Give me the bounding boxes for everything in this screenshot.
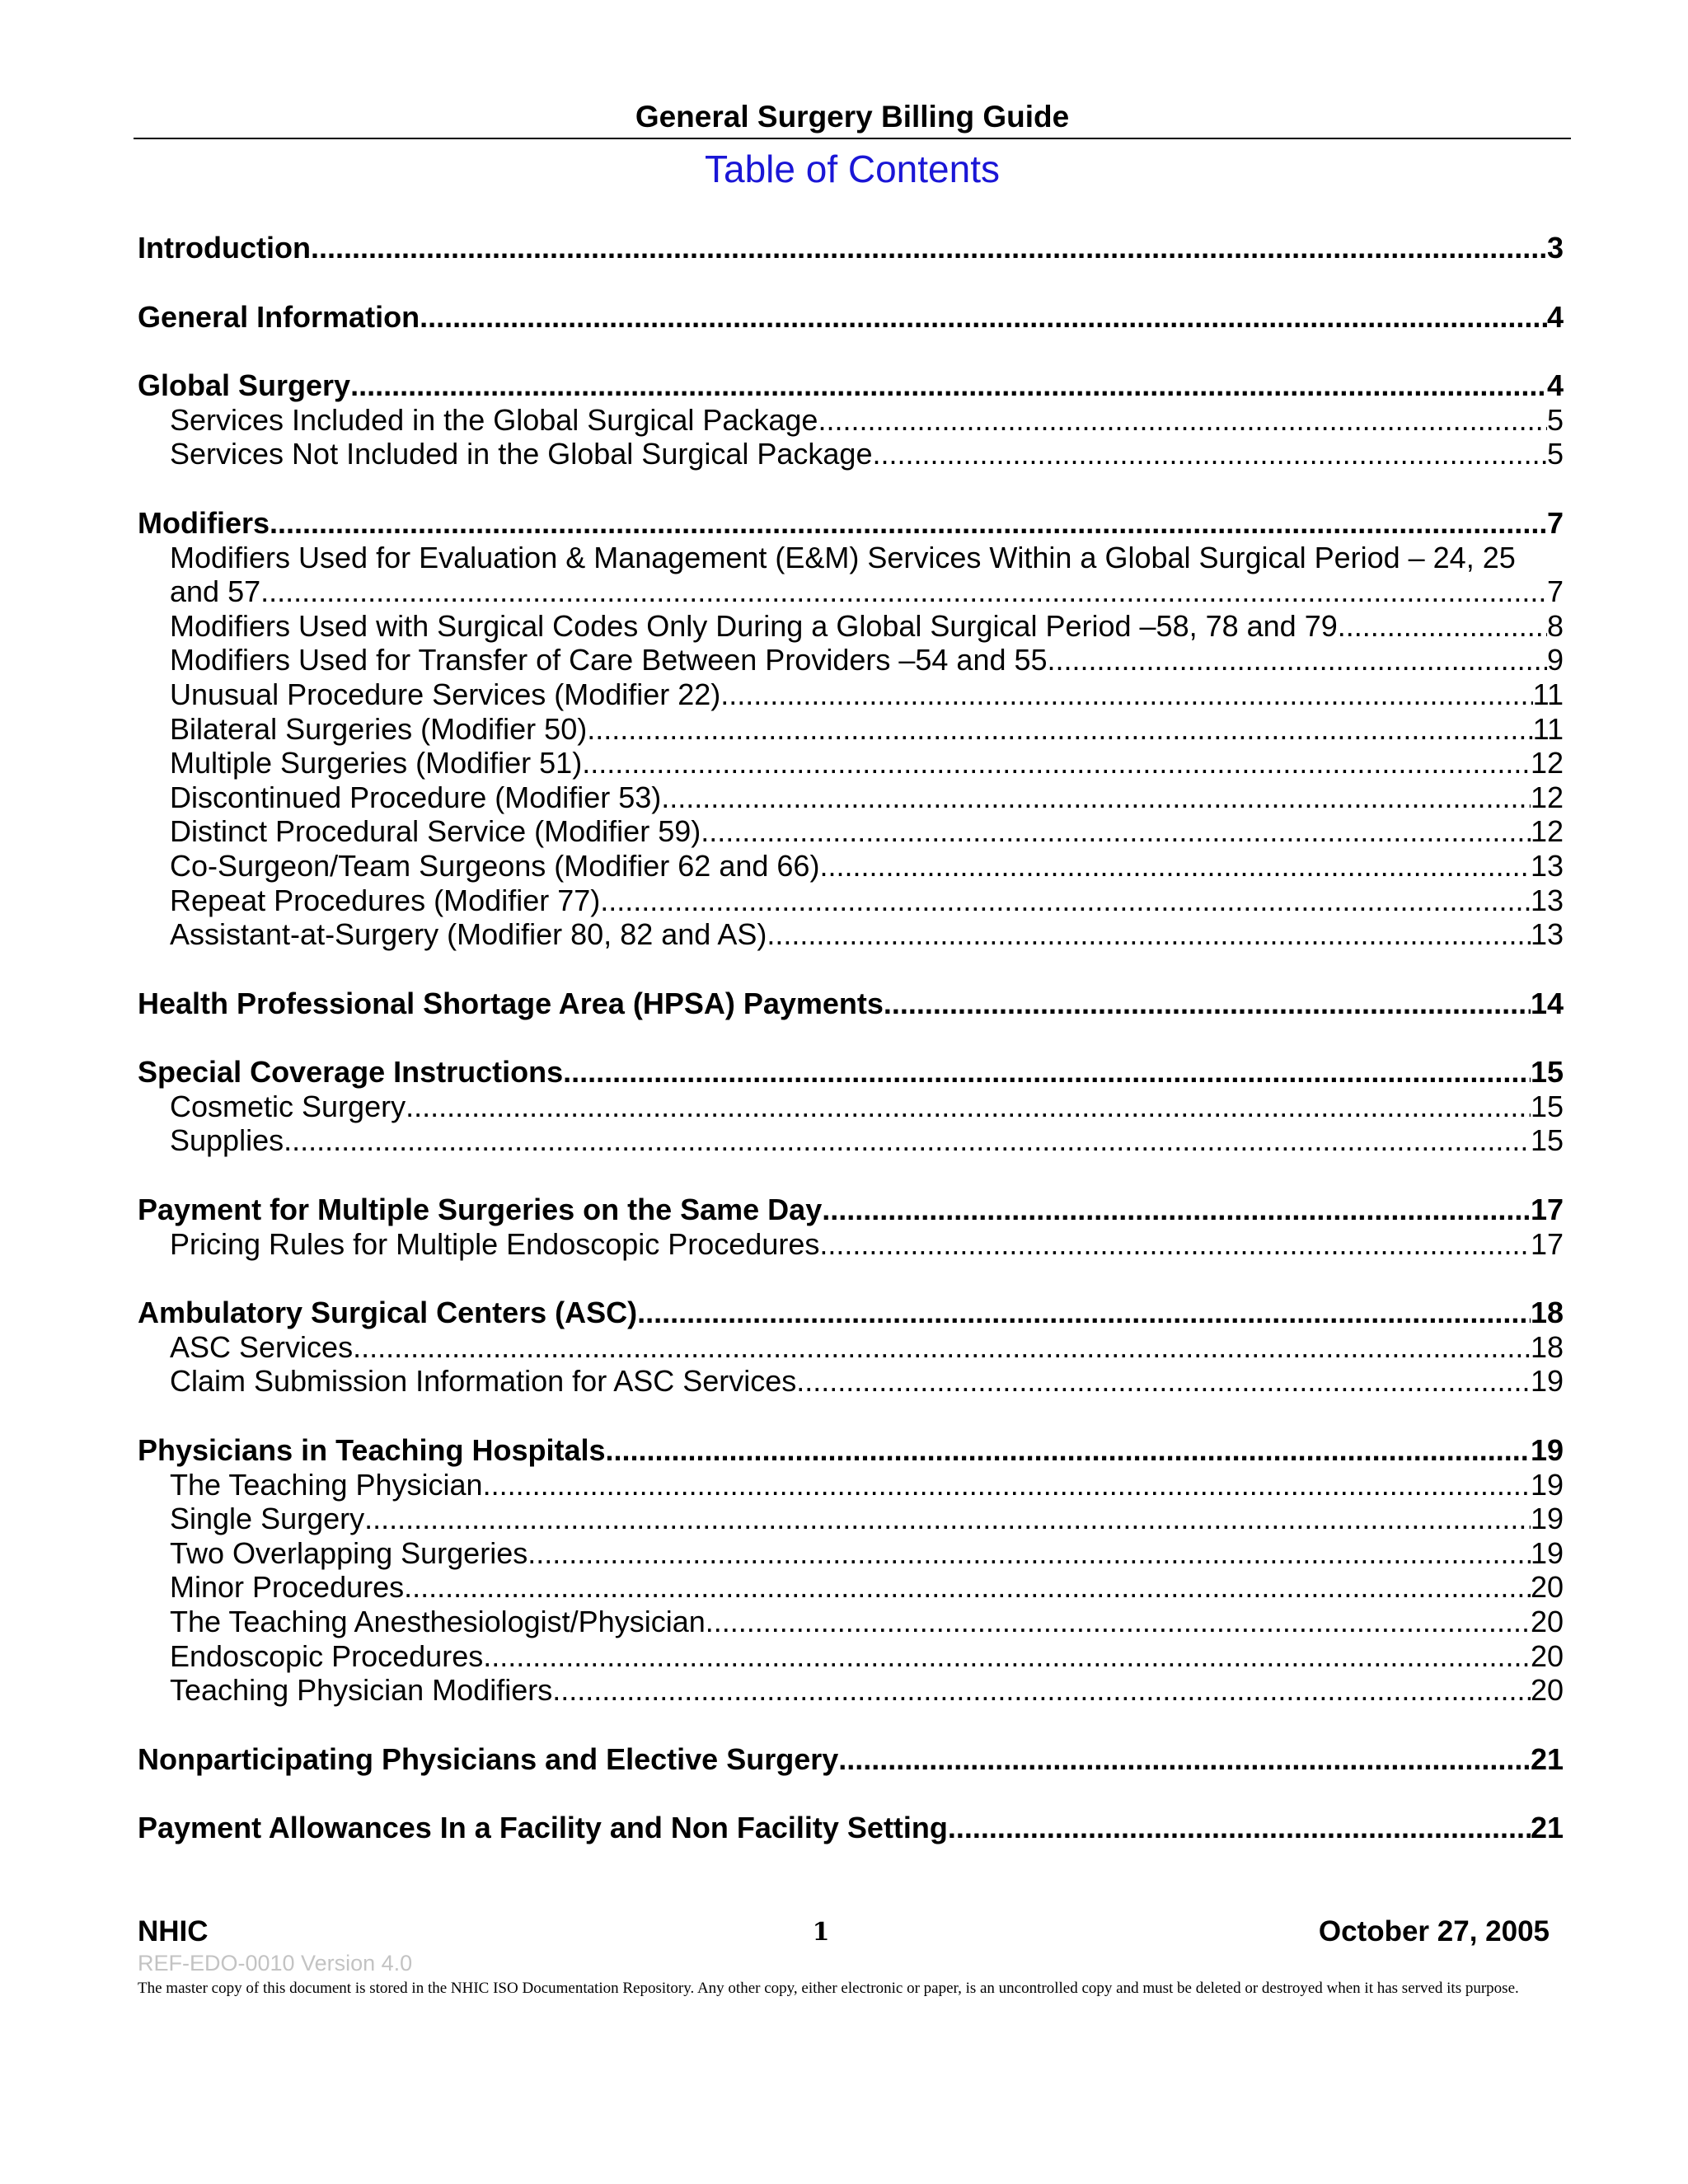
toc-section (138, 1742, 1564, 1777)
toc-entry-page: 17 (1530, 1226, 1564, 1261)
toc-section-entry[interactable] (138, 1742, 1564, 1777)
toc-subsection-entry[interactable] (138, 1227, 1564, 1262)
dot-leader (796, 1364, 1531, 1399)
toc-subsection-entry[interactable] (138, 1673, 1564, 1708)
dot-leader (1048, 643, 1547, 677)
toc-section-entry[interactable] (138, 1296, 1564, 1330)
toc-entry-title: The Teaching Physician (170, 1467, 483, 1502)
toc-entry-page: 3 (1546, 231, 1564, 265)
footer-organization: NHIC (138, 1915, 209, 1947)
toc-entry-title: Single Surgery (170, 1502, 365, 1536)
table-of-contents (138, 231, 1564, 1880)
dot-leader (404, 1570, 1531, 1605)
toc-entry-page: 9 (1546, 643, 1564, 677)
toc-entry-title: Modifiers Used with Surgical Codes Only During a Global Surgical Period –58, 78 and 79 (170, 608, 1338, 643)
toc-entry-title: Pricing Rules for Multiple Endoscopic Procedures (170, 1226, 820, 1261)
toc-entry-page: 5 (1546, 437, 1564, 471)
toc-section (138, 231, 1564, 265)
dot-leader (819, 849, 1531, 883)
dot-leader (872, 437, 1547, 471)
toc-entry-title: Physicians in Teaching Hospitals (138, 1433, 606, 1468)
toc-entry-title: Endoscopic Procedures (170, 1638, 484, 1673)
dot-leader (838, 1742, 1531, 1777)
toc-entry-title: Services Included in the Global Surgical Package (170, 402, 818, 437)
dot-leader (767, 917, 1531, 952)
dot-leader (364, 1502, 1531, 1536)
toc-entry-page: 19 (1530, 1535, 1564, 1570)
toc-subsection-entry[interactable] (138, 1536, 1564, 1571)
toc-entry-page: 19 (1530, 1433, 1564, 1468)
toc-section (138, 1433, 1564, 1708)
dot-leader (819, 1227, 1531, 1262)
toc-entry-title: Teaching Physician Modifiers (170, 1673, 553, 1708)
toc-entry-page: 20 (1530, 1638, 1564, 1673)
toc-section-entry[interactable] (138, 231, 1564, 265)
dot-leader (1338, 609, 1547, 644)
dot-leader (483, 1639, 1531, 1674)
toc-entry-page: 8 (1546, 608, 1564, 643)
toc-subsection-entry[interactable] (138, 1364, 1564, 1399)
toc-entry-page: 13 (1530, 848, 1564, 883)
toc-entry-title: Multiple Surgeries (Modifier 51) (170, 746, 583, 780)
dot-leader (661, 780, 1531, 815)
toc-section (138, 1193, 1564, 1261)
toc-entry-title: Repeat Procedures (Modifier 77) (170, 883, 601, 917)
toc-entry-page: 19 (1530, 1364, 1564, 1399)
toc-subsection-entry[interactable] (138, 574, 1564, 609)
toc-subsection-entry[interactable] (138, 1330, 1564, 1365)
dot-leader (701, 814, 1531, 849)
toc-subsection-entry[interactable] (138, 1123, 1564, 1158)
toc-subsection-entry[interactable] (138, 814, 1564, 849)
toc-subsection-entry[interactable] (138, 1090, 1564, 1124)
toc-entry-title: Nonparticipating Physicians and Elective Surgery (138, 1741, 839, 1776)
dot-leader (587, 712, 1532, 747)
toc-entry-page: 20 (1530, 1605, 1564, 1638)
toc-entry-page: 20 (1530, 1570, 1564, 1605)
toc-heading: Table of Contents (704, 148, 1000, 190)
dot-leader (353, 1330, 1531, 1365)
toc-entry-title: Bilateral Surgeries (Modifier 50) (170, 711, 588, 746)
footer-page-number: 1 (812, 1918, 830, 1947)
dot-leader (600, 883, 1531, 918)
toc-entry-title: Ambulatory Surgical Centers (ASC) (138, 1296, 638, 1330)
toc-section-entry[interactable] (138, 300, 1564, 335)
header-rule (134, 138, 1571, 139)
document-header-title: General Surgery Billing Guide (635, 100, 1070, 134)
toc-entry-page: 7 (1546, 505, 1564, 540)
toc-entry-title: Assistant-at-Surgery (Modifier 80, 82 and AS) (170, 917, 767, 952)
toc-entry-page: 21 (1530, 1741, 1564, 1776)
toc-entry-page: 15 (1530, 1055, 1564, 1090)
toc-subsection-entry[interactable] (138, 437, 1564, 471)
toc-subsection-entry[interactable] (138, 883, 1564, 918)
toc-entry-title: Introduction (138, 231, 311, 265)
toc-entry-title: Payment for Multiple Surgeries on the Same Day (138, 1193, 823, 1227)
dot-leader (311, 231, 1547, 265)
toc-entry-title: Cosmetic Surgery (170, 1089, 406, 1123)
toc-entry-page: 4 (1546, 299, 1564, 334)
toc-subsection-entry[interactable] (138, 609, 1564, 644)
toc-entry-page: 12 (1530, 780, 1564, 814)
toc-entry-title: Global Surgery (138, 368, 351, 403)
toc-section (138, 300, 1564, 335)
dot-leader (706, 1605, 1531, 1639)
toc-entry-title: ASC Services (170, 1329, 354, 1364)
toc-subsection-entry[interactable] (138, 746, 1564, 780)
dot-leader (483, 1468, 1531, 1502)
toc-section (138, 1055, 1564, 1158)
toc-entry-page: 17 (1530, 1193, 1564, 1227)
toc-entry-title: Payment Allowances In a Facility and Non Facility Setting (138, 1811, 948, 1845)
toc-section-entry[interactable] (138, 368, 1564, 403)
toc-entry-page: 11 (1532, 711, 1564, 746)
toc-entry-page: 18 (1530, 1329, 1564, 1364)
toc-entry-title: General Information (138, 299, 420, 334)
toc-subsection-entry[interactable] (138, 780, 1564, 815)
toc-entry-title: Special Coverage Instructions (138, 1055, 564, 1090)
toc-entry-page: 13 (1530, 917, 1564, 952)
toc-entry-page: 20 (1530, 1673, 1564, 1708)
toc-entry-title: Two Overlapping Surgeries (170, 1535, 528, 1570)
toc-entry-title-line[interactable]: Modifiers Used for Evaluation & Management (E&M) Services Within a Global Surgical Period – 24, 25 (170, 540, 1516, 574)
toc-subsection-entry[interactable] (138, 403, 1564, 438)
dot-leader (948, 1811, 1531, 1845)
toc-subsection-entry[interactable] (138, 677, 1564, 712)
toc-section-entry[interactable] (138, 1055, 1564, 1090)
dot-leader (284, 1123, 1531, 1158)
toc-entry-page: 15 (1530, 1089, 1564, 1123)
toc-entry-title: Health Professional Shortage Area (HPSA) Payments (138, 986, 884, 1020)
dot-leader (720, 677, 1532, 712)
toc-subsection-entry[interactable] (138, 712, 1564, 747)
toc-subsection-entry[interactable] (138, 849, 1564, 883)
toc-section-entry[interactable] (138, 1433, 1564, 1468)
dot-leader (606, 1433, 1531, 1468)
toc-subsection-entry[interactable] (138, 643, 1564, 677)
toc-entry-page: 5 (1546, 402, 1564, 437)
toc-section (138, 987, 1564, 1021)
toc-entry-page: 18 (1530, 1296, 1564, 1330)
document-reference: REF-EDO-0010 Version 4.0 (138, 1951, 413, 1975)
toc-entry-title: Supplies (170, 1123, 284, 1158)
toc-entry-page: 12 (1530, 746, 1564, 780)
toc-entry-title: Distinct Procedural Service (Modifier 59) (170, 814, 701, 849)
toc-section-entry[interactable] (138, 1193, 1564, 1227)
dot-leader (563, 1055, 1531, 1090)
toc-entry-title: Modifiers Used for Transfer of Care Between Providers –54 and 55 (170, 643, 1048, 677)
toc-entry-title: Claim Submission Information for ASC Services (170, 1364, 797, 1399)
toc-subsection-entry[interactable] (138, 1639, 1564, 1674)
toc-section (138, 1811, 1564, 1845)
toc-subsection-entry[interactable] (138, 1605, 1564, 1639)
toc-entry-title: Modifiers (138, 505, 270, 540)
dot-leader (582, 746, 1531, 780)
toc-entry-title: Services Not Included in the Global Surgical Package (170, 437, 873, 471)
toc-section (138, 506, 1564, 952)
toc-entry-page: 11 (1532, 677, 1564, 711)
toc-subsection-entry[interactable] (138, 1570, 1564, 1605)
toc-entry-title: and 57 (170, 574, 261, 609)
dot-leader (420, 300, 1547, 335)
toc-entry-page: 4 (1546, 368, 1564, 403)
footer-date: October 27, 2005 (1318, 1915, 1550, 1947)
toc-entry-page: 14 (1530, 986, 1564, 1020)
toc-subsection-entry[interactable] (138, 917, 1564, 952)
toc-subsection-entry[interactable] (138, 1502, 1564, 1536)
toc-entry-page: 12 (1530, 814, 1564, 849)
dot-leader (270, 506, 1547, 541)
dot-leader (350, 368, 1547, 403)
dot-leader (884, 987, 1531, 1021)
toc-section (138, 368, 1564, 471)
toc-entry-page: 21 (1530, 1811, 1564, 1845)
dot-leader (260, 574, 1547, 609)
toc-section (138, 1296, 1564, 1399)
toc-entry-title: The Teaching Anesthesiologist/Physician (170, 1605, 706, 1638)
toc-section-entry[interactable] (138, 987, 1564, 1021)
toc-entry-page: 15 (1530, 1123, 1564, 1158)
toc-entry-page: 19 (1530, 1467, 1564, 1502)
dot-leader (406, 1090, 1531, 1124)
toc-entry-page: 7 (1546, 574, 1564, 609)
disclaimer-text: The master copy of this document is stored in the NHIC ISO Documentation Repository. Any other copy, either electronic or paper, is an uncontrolled copy and must be deleted or destroyed when it has served its purpose. (138, 1980, 1519, 1997)
toc-entry-title: Minor Procedures (170, 1570, 405, 1605)
toc-entry-page: 13 (1530, 883, 1564, 917)
dot-leader (637, 1296, 1531, 1330)
dot-leader (552, 1673, 1531, 1708)
toc-entry-title: Unusual Procedure Services (Modifier 22) (170, 677, 721, 711)
toc-section-entry[interactable] (138, 506, 1564, 541)
toc-section-entry[interactable] (138, 1811, 1564, 1845)
toc-subsection-entry[interactable] (138, 1468, 1564, 1502)
toc-entry-title: Discontinued Procedure (Modifier 53) (170, 780, 662, 814)
dot-leader (528, 1536, 1531, 1571)
dot-leader (822, 1193, 1531, 1227)
dot-leader (818, 403, 1547, 438)
toc-entry-page: 19 (1530, 1502, 1564, 1536)
toc-entry-title: Co-Surgeon/Team Surgeons (Modifier 62 and 66) (170, 848, 820, 883)
